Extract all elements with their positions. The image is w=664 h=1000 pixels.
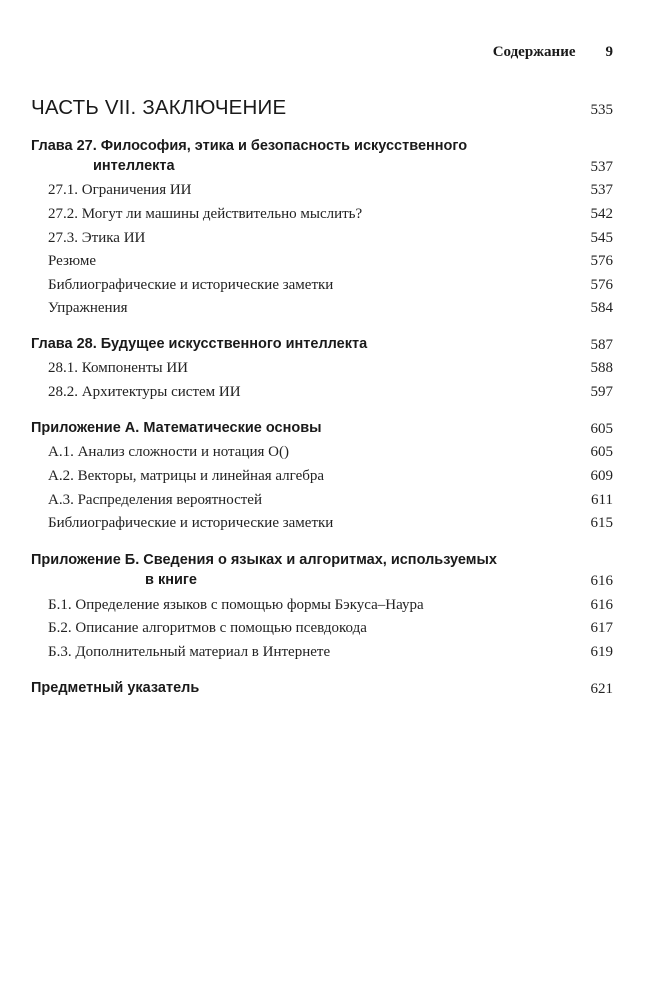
index-title: Предметный указатель <box>31 680 200 696</box>
toc-item-page: 609 <box>590 468 613 484</box>
chapter-27-page: 537 <box>590 159 613 175</box>
page-number: 9 <box>605 44 613 60</box>
toc-item-label: А.3. Распределения вероятностей <box>48 492 262 508</box>
chapter-28-page: 587 <box>590 337 613 353</box>
toc-item-label: Библиографические и исторические заметки <box>48 515 334 531</box>
toc-item-label: Б.1. Определение языков с помощью формы Бэкуса–Наура <box>48 597 424 613</box>
toc-item-page: 605 <box>590 444 613 460</box>
toc-item-label: Б.2. Описание алгоритмов с помощью псевдокода <box>48 620 367 636</box>
toc-item-label: 27.1. Ограничения ИИ <box>48 182 192 198</box>
toc-item-label: 28.2. Архитектуры систем ИИ <box>48 384 241 400</box>
toc-item-label: 27.2. Могут ли машины действительно мыслить? <box>48 206 363 222</box>
toc-item-label: А.1. Анализ сложности и нотация O() <box>48 444 289 460</box>
toc-item-page: 584 <box>590 300 613 316</box>
appendix-a-title: Приложение А. Математические основы <box>31 420 322 436</box>
toc-item-page: 542 <box>590 206 613 222</box>
toc-item-page: 619 <box>590 644 613 660</box>
toc-item-page: 597 <box>590 384 613 400</box>
toc-item-label: А.2. Векторы, матрицы и линейная алгебра <box>48 468 325 484</box>
toc-item-label: 28.1. Компоненты ИИ <box>48 360 189 376</box>
chapter-28-title: Глава 28. Будущее искусственного интеллекта <box>31 336 368 352</box>
toc-item-page: 616 <box>590 597 613 613</box>
appendix-a-page: 605 <box>590 421 613 437</box>
toc-item-page: 611 <box>591 492 613 508</box>
appendix-b-title-line1: Приложение Б. Сведения о языках и алгоритмах, используемых <box>31 552 497 568</box>
toc-item-page: 588 <box>590 360 613 376</box>
part-title: ЧАСТЬ VII. ЗАКЛЮЧЕНИЕ <box>31 96 287 119</box>
toc-item-page: 617 <box>590 620 613 636</box>
toc-item-page: 545 <box>590 230 613 246</box>
toc-item-page: 537 <box>590 182 613 198</box>
toc-item-page: 576 <box>590 253 613 269</box>
chapter-27-title-line1: Глава 27. Философия, этика и безопасность искусственного <box>31 138 468 154</box>
toc-item-label: Резюме <box>48 253 97 269</box>
appendix-b-title-line2: в книге <box>145 572 197 588</box>
toc-item-page: 576 <box>590 277 613 293</box>
toc-item-label: Библиографические и исторические заметки <box>48 277 334 293</box>
running-head <box>493 44 613 61</box>
part-page: 535 <box>590 102 613 118</box>
index-page: 621 <box>590 681 613 697</box>
running-head-title: Содержание <box>492 44 576 60</box>
toc-item-label: Б.3. Дополнительный материал в Интернете <box>48 644 331 660</box>
toc-item-label: Упражнения <box>48 300 128 316</box>
toc-item-page: 615 <box>590 515 613 531</box>
chapter-27-title-line2: интеллекта <box>93 158 175 174</box>
toc-item-label: 27.3. Этика ИИ <box>48 230 146 246</box>
appendix-b-page: 616 <box>590 573 613 589</box>
